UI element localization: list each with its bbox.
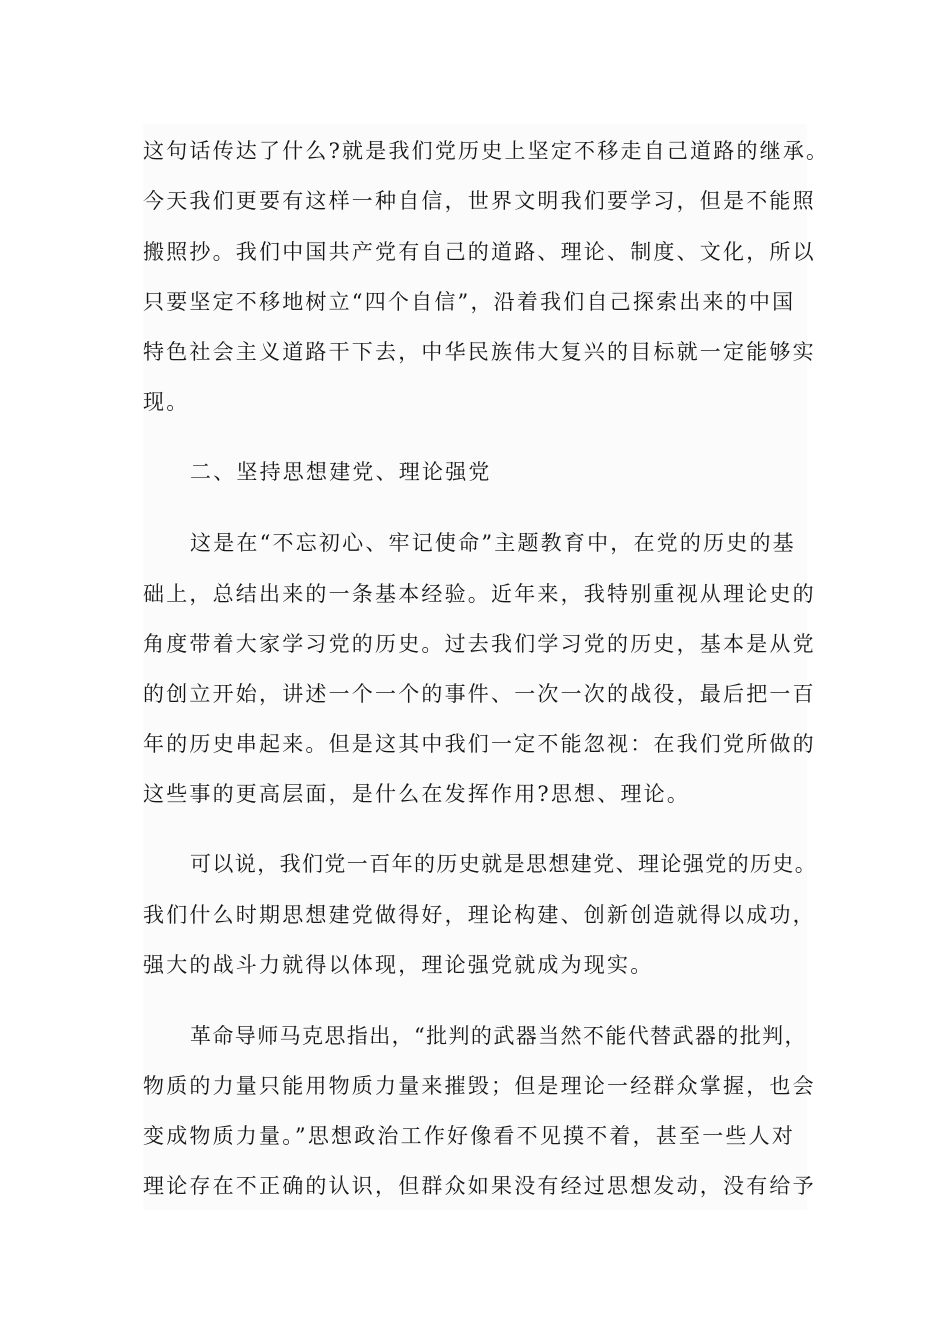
document-line-4: 只要坚定不移地树立“四个自信”，沿着我们自己探索出来的中国 bbox=[143, 290, 796, 314]
document-line-11: 的创立开始，讲述一个一个的事件、一次一次的战役，最后把一百 bbox=[143, 682, 816, 706]
document-line-2: 今天我们更要有这样一种自信，世界文明我们要学习，但是不能照 bbox=[143, 189, 816, 213]
document-line-19: 变成物质力量。”思想政治工作好像看不见摸不着，甚至一些人对 bbox=[143, 1124, 796, 1148]
document-line-16: 强大的战斗力就得以体现，理论强党就成为现实。 bbox=[143, 953, 654, 977]
document-line-20: 理论存在不正确的认识，但群众如果没有经过思想发动，没有给予 bbox=[143, 1174, 816, 1198]
document-line-14: 可以说，我们党一百年的历史就是思想建党、理论强党的历史。 bbox=[190, 852, 818, 876]
document-line-15: 我们什么时期思想建党做得好，理论构建、创新创造就得以成功， bbox=[143, 903, 816, 927]
section-heading: 二、坚持思想建党、理论强党 bbox=[190, 460, 492, 484]
document-line-1: 这句话传达了什么?就是我们党历史上坚定不移走自己道路的继承。 bbox=[143, 139, 830, 163]
document-line-3: 搬照抄。我们中国共产党有自己的道路、理论、制度、文化，所以 bbox=[143, 240, 816, 264]
document-line-8: 这是在“不忘初心、牢记使命”主题教育中，在党的历史的基 bbox=[190, 531, 796, 555]
document-line-13: 这些事的更高层面，是什么在发挥作用?思想、理论。 bbox=[143, 782, 691, 806]
document-line-17: 革命导师马克思指出，“批判的武器当然不能代替武器的批判， bbox=[190, 1024, 807, 1048]
document-line-18: 物质的力量只能用物质力量来摧毁；但是理论一经群众掌握，也会 bbox=[143, 1074, 816, 1098]
document-line-12: 年的历史串起来。但是这其中我们一定不能忽视：在我们党所做的 bbox=[143, 732, 816, 756]
document-line-10: 角度带着大家学习党的历史。过去我们学习党的历史，基本是从党 bbox=[143, 632, 816, 656]
document-line-9: 础上，总结出来的一条基本经验。近年来，我特别重视从理论史的 bbox=[143, 582, 816, 606]
document-line-5: 特色社会主义道路干下去，中华民族伟大复兴的目标就一定能够实 bbox=[143, 340, 816, 364]
document-line-6: 现。 bbox=[143, 390, 190, 414]
